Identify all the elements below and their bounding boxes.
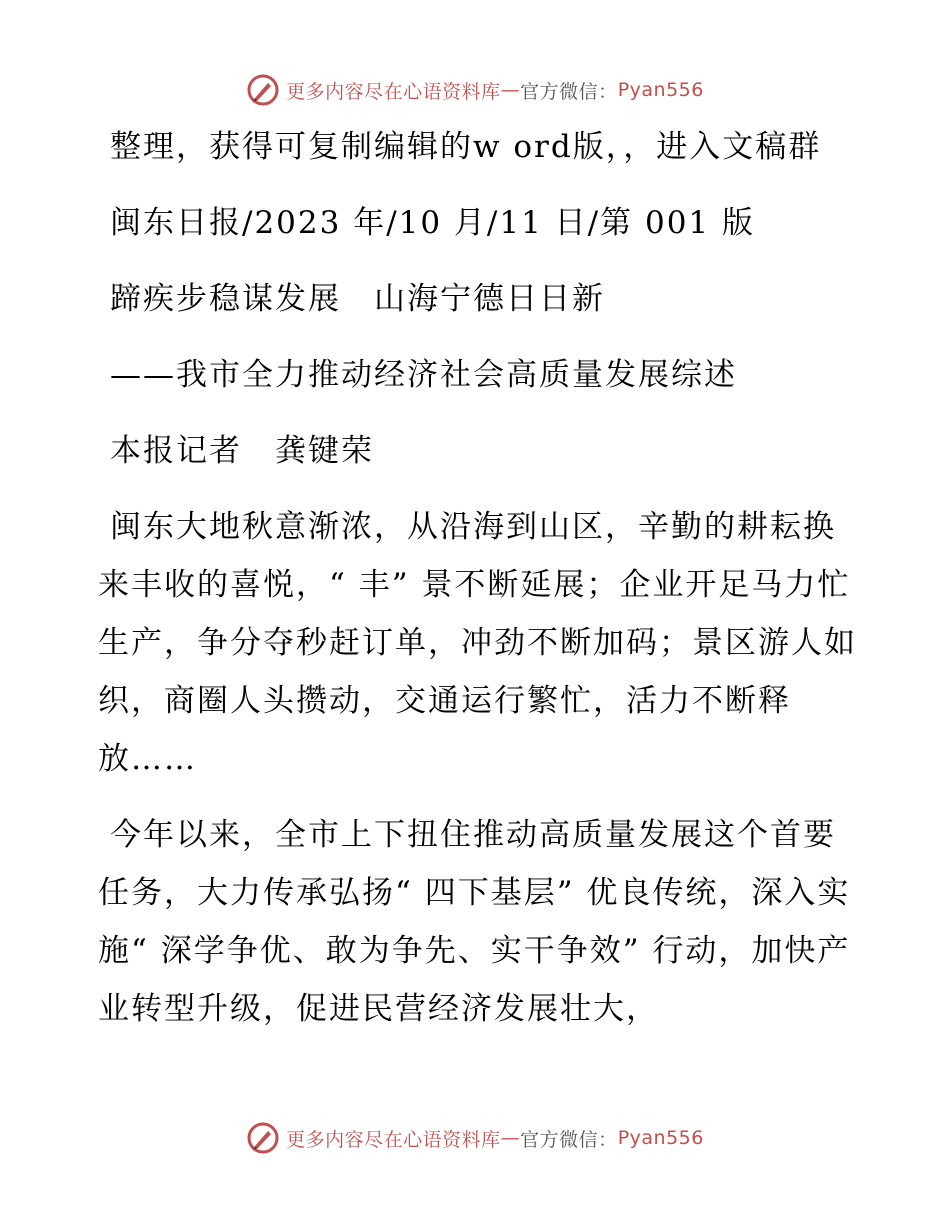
article-title: 蹄疾步稳谋发展 山海宁德日日新	[110, 281, 605, 317]
pen-logo-icon	[246, 73, 280, 107]
document-body	[98, 118, 858, 1056]
publication-line: 闽东日报/2023 年/10 月/11 日/第 001 版	[110, 205, 756, 241]
body-paragraph: 闽东大地秋意渐浓，从沿海到山区，辛勤的耕耘换来丰收的喜悦，“ 丰” 景不断延展；企业开足马力忙生产，争分夺秒赶订单，冲劲不断加码；景区游人如织，商圈人头攒动，交通运行繁忙，活力不断释放……	[98, 509, 857, 777]
pen-logo-icon	[246, 1121, 280, 1155]
watermark-label: 官方微信：	[520, 1128, 618, 1151]
watermark-wechat-id: Pyan556	[617, 1127, 704, 1149]
byline: 本报记者 龚键荣	[110, 433, 374, 469]
intro-note: 整理，获得可复制编辑的w ord版，，进入文稿群	[110, 129, 822, 165]
watermark-wechat-id: Pyan556	[617, 79, 704, 101]
header-watermark	[0, 70, 950, 110]
watermark-dash: —	[500, 1127, 521, 1149]
watermark-dash: —	[500, 79, 521, 101]
article-subtitle: ——我市全力推动经济社会高质量发展综述	[110, 357, 737, 393]
body-paragraph: 今年以来，全市上下扭住推动高质量发展这个首要任务，大力传承弘扬“ 四下基层” 优良传统，深入实施“ 深学争优、敢为争先、实干争效” 行动，加快产业转型升级，促进民营经济发展壮大，	[98, 817, 851, 1027]
watermark-site: 更多内容尽在心语资料库	[286, 80, 501, 103]
footer-watermark	[0, 1118, 950, 1158]
watermark-site: 更多内容尽在心语资料库	[286, 1128, 501, 1151]
watermark-label: 官方微信：	[520, 80, 618, 103]
